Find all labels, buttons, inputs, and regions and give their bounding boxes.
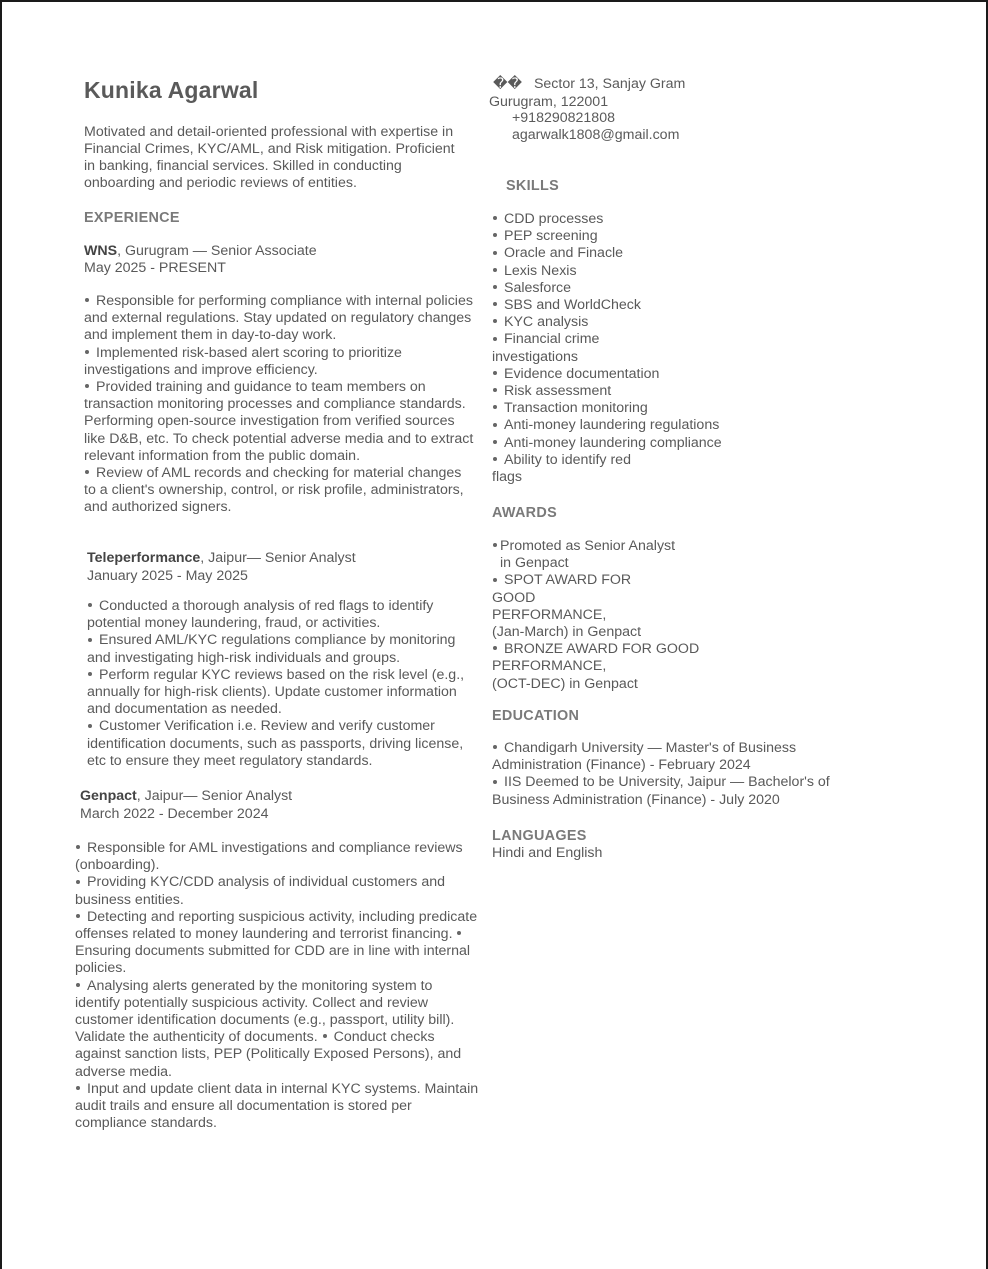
list-item: Perform regular KYC reviews based on the risk level (e.g., annually for high-risk clients). Update customer information and documentation as needed. (87, 666, 465, 718)
bullet-icon (76, 1086, 80, 1090)
bullet-icon (493, 319, 497, 323)
awards-heading: AWARDS (492, 505, 557, 521)
list-item: Ability to identify red (492, 452, 792, 469)
list-item: Oracle and Finacle (492, 245, 792, 262)
list-item: PEP screening (492, 228, 792, 245)
bullet-icon (85, 350, 89, 354)
phone-number: +918290821808 (512, 110, 615, 126)
bullet-icon (88, 603, 92, 607)
list-item: Provided training and guidance to team members on transaction monitoring processes and compliance standards. Performing open-source investigation from verified sources like D&B, etc. To check potential adverse media and to extract relevant information from the public domain. (84, 379, 474, 464)
list-item: GOOD (492, 589, 536, 606)
job-bullets-wns (84, 293, 476, 517)
job-title-teleperformance (87, 550, 356, 568)
list-item: Anti-money laundering regulations (492, 417, 792, 434)
list-item: Ensured AML/KYC regulations compliance by monitoring and investigating high-risk individuals and groups. (87, 632, 456, 666)
bullet-icon (493, 646, 497, 650)
address-text: Sector 13, Sanjay Gram (533, 76, 686, 92)
list-item: Financial crime (492, 331, 792, 348)
job-details: , Gurugram — Senior Associate (117, 243, 317, 259)
bullet-icon (76, 914, 80, 918)
bullet-icon (457, 931, 461, 935)
bullet-icon (493, 780, 497, 784)
bullet-icon (85, 470, 89, 474)
list-item: Promoted as Senior Analyst (492, 538, 792, 555)
experience-heading: EXPERIENCE (84, 210, 180, 226)
bullet-icon (493, 216, 497, 220)
bullet-icon (88, 672, 92, 676)
bullet-icon (493, 578, 497, 582)
list-item: Customer Verification i.e. Review and verify customer identification documents, such as passports, driving license, etc to ensure they meet regulatory standards. (87, 718, 464, 769)
list-item: Input and update client data in internal KYC systems. Maintain audit trails and ensure all documentation is stored per compliance standards. (75, 1080, 479, 1132)
bullet-icon (85, 298, 89, 302)
job-title-wns (84, 243, 317, 261)
list-item: Implemented risk-based alert scoring to prioritize investigations and improve efficiency. (84, 344, 402, 378)
list-item: Salesforce (492, 280, 792, 297)
job-details: , Jaipur— Senior Analyst (200, 550, 356, 566)
bullet-icon (323, 1034, 327, 1038)
list-item: (OCT-DEC) in Genpact (492, 675, 638, 692)
job-title-genpact (80, 788, 292, 806)
bullet-icon (493, 440, 497, 444)
bullet-icon (493, 405, 497, 409)
list-item: Business Administration (Finance) - July 2020 (492, 791, 780, 808)
profile-summary: Motivated and detail-oriented professional with expertise in Financial Crimes, KYC/AML, and Risk mitigation. Proficient in banking, financial services. Skilled in conducting onboarding and periodic reviews of entities. (84, 124, 455, 192)
list-item: Detecting and reporting suspicious activity, including predicate offenses related to money laundering and terrorist financing. Ensuring documents submitted for CDD are in line with internal policies. (75, 908, 478, 977)
bullet-icon (493, 302, 497, 306)
list-item: Lexis Nexis (492, 263, 792, 280)
job-dates: May 2025 - PRESENT (84, 260, 226, 276)
skills-heading: SKILLS (506, 178, 559, 194)
list-item: KYC analysis (492, 314, 792, 331)
list-item: (Jan-March) in Genpact (492, 624, 642, 641)
list-item: Anti-money laundering compliance (492, 435, 792, 452)
list-item: Responsible for performing compliance with internal policies and external regulations. Stay updated on regulatory changes and implement them in day-to-day work. (84, 293, 473, 344)
list-item: PERFORMANCE, (492, 606, 607, 623)
bullet-icon (493, 285, 497, 289)
company-name: Teleperformance (87, 550, 201, 566)
email-address: agarwalk1808@gmail.com (512, 127, 680, 143)
bullet-icon (76, 983, 80, 987)
job-details: , Jaipur— Senior Analyst (136, 788, 293, 804)
list-item: PERFORMANCE, (492, 658, 607, 675)
list-item: investigations (492, 348, 578, 365)
skills-list (492, 211, 792, 486)
candidate-name: Kunika Agarwal (84, 77, 259, 103)
bullet-icon (493, 457, 497, 461)
list-item: SBS and WorldCheck (492, 297, 792, 314)
awards-list (492, 538, 792, 693)
list-item: flags (492, 469, 522, 486)
company-name: Genpact (80, 788, 137, 804)
list-item: CDD processes (492, 211, 792, 228)
list-item: Review of AML records and checking for material changes to a client's ownership, control, or risk profile, administrators, and authorized signers. (84, 465, 464, 516)
job-bullets-teleperformance (87, 598, 473, 770)
bullet-icon (493, 251, 497, 255)
bullet-icon (493, 423, 497, 427)
list-item: Chandigarh University — Master's of Business (492, 740, 852, 757)
languages-value: Hindi and English (492, 845, 603, 861)
bullet-icon (493, 233, 497, 237)
bullet-icon (76, 880, 80, 884)
job-dates: January 2025 - May 2025 (87, 568, 248, 584)
list-item: Administration (Finance) - February 2024 (492, 757, 751, 774)
job-bullets-genpact (75, 840, 479, 1132)
education-heading: EDUCATION (492, 708, 580, 724)
bullet-icon (493, 337, 497, 341)
address-line2: Gurugram, 122001 (489, 94, 609, 110)
list-item: Providing KYC/CDD analysis of individual customers and business entities. (75, 874, 445, 908)
bullet-icon (493, 268, 497, 272)
list-item: BRONZE AWARD FOR GOOD (492, 641, 792, 658)
bullet-icon (493, 543, 497, 547)
location-icon: �� (493, 76, 523, 92)
list-item: Conducted a thorough analysis of red flags to identify potential money laundering, fraud, or activities. (87, 598, 434, 632)
list-item: IIS Deemed to be University, Jaipur — Bachelor's of (492, 774, 852, 791)
bullet-icon (493, 371, 497, 375)
address-line1 (493, 76, 685, 93)
company-name: WNS (84, 243, 118, 259)
list-item: SPOT AWARD FOR (492, 572, 792, 589)
bullet-icon (76, 845, 80, 849)
bullet-icon (85, 384, 89, 388)
education-list (492, 740, 852, 809)
bullet-icon (493, 388, 497, 392)
job-dates: March 2022 - December 2024 (80, 806, 269, 822)
list-item: Evidence documentation (492, 366, 792, 383)
bullet-icon (88, 724, 92, 728)
bullet-icon (493, 745, 497, 749)
list-item: in Genpact (500, 555, 569, 572)
list-item: Transaction monitoring (492, 400, 792, 417)
list-item: Analysing alerts generated by the monitoring system to identify potentially suspicious activity. Collect and review customer identification documents (e.g., passport, utility bill). Validate the authenticity of documents. Conduct checks against sanction lists, PEP (Politically Exposed Persons), and adverse media. (75, 977, 462, 1080)
bullet-icon (88, 638, 92, 642)
languages-heading: LANGUAGES (492, 828, 587, 844)
list-item: Responsible for AML investigations and compliance reviews (onboarding). (75, 840, 463, 874)
list-item: Risk assessment (492, 383, 792, 400)
